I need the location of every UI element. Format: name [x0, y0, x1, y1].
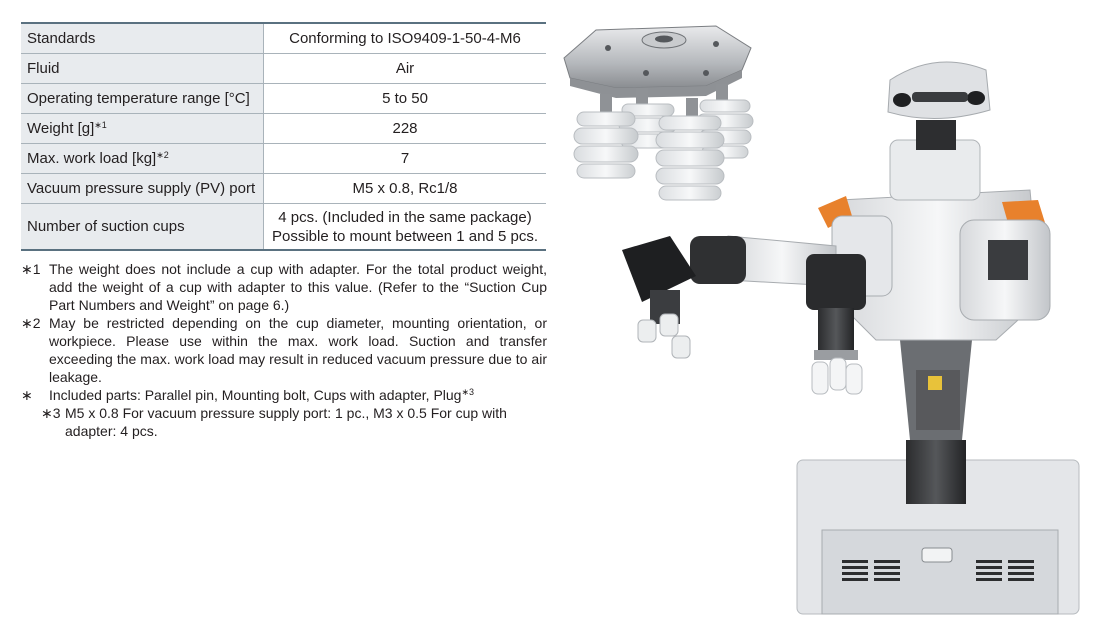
footnote-marker: ∗1: [21, 261, 41, 277]
spec-label: [21, 84, 264, 114]
spec-label-text: Standards: [27, 30, 96, 47]
spec-label: [21, 54, 264, 84]
footnote: [21, 314, 547, 386]
spec-value: [264, 204, 547, 251]
spec-table: [21, 22, 546, 251]
spec-row-weight: [21, 114, 546, 144]
spec-row-fluid: [21, 54, 546, 84]
spec-value-line: 4 pcs. (Included in the same package): [278, 208, 532, 226]
spec-row-standards: [21, 23, 546, 54]
spec-row-supply-port: [21, 174, 546, 204]
spec-value: 5 to 50: [264, 84, 547, 114]
footnote-text: The weight does not include a cup with adapter. For the total product weight, add the weight of a cup with adapter to this value. (Refer to the “Suction Cup Part Numbers and Weight” on page 6.): [49, 261, 547, 313]
footnote-text: Included parts: Parallel pin, Mounting bolt, Cups with adapter, Plug: [49, 387, 462, 403]
spec-label: [21, 174, 264, 204]
dual-arm-robot-photo: [600, 40, 1090, 620]
footnote-marker: ∗2: [21, 315, 41, 331]
footnote-marker: ∗: [21, 387, 33, 403]
spec-label-text: Max. work load [kg]: [27, 150, 157, 167]
spec-label-text: Weight [g]: [27, 120, 95, 137]
spec-label: [21, 23, 264, 54]
spec-label: [21, 144, 264, 174]
spec-row-work-load: [21, 144, 546, 174]
footnote-ref: ∗3: [461, 387, 475, 397]
footnote-ref: ∗2: [156, 150, 169, 160]
spec-value: Air: [264, 54, 547, 84]
spec-row-suction-cups: [21, 204, 546, 251]
spec-label: [21, 204, 264, 251]
spec-value: 7: [264, 144, 547, 174]
spec-label-text: Number of suction cups: [27, 218, 185, 235]
spec-value: M5 x 0.8, Rc1/8: [264, 174, 547, 204]
footnote-text: M5 x 0.8 For vacuum pressure supply port: 1 pc., M3 x 0.5 For cup with adapter: 4 pcs.: [65, 405, 507, 439]
spec-label-text: Operating temperature range [°C]: [27, 90, 250, 107]
spec-value: Conforming to ISO9409-1-50-4-M6: [289, 30, 521, 47]
spec-label-text: Fluid: [27, 60, 60, 77]
footnote: [21, 260, 547, 314]
spec-row-temperature: [21, 84, 546, 114]
spec-value-line: Possible to mount between 1 and 5 pcs.: [271, 227, 538, 245]
spec-value: 228: [264, 114, 547, 144]
footnotes: [21, 260, 547, 440]
footnote: [21, 386, 547, 404]
footnote-marker: ∗3: [41, 405, 61, 421]
footnote: [21, 404, 547, 440]
spec-label: [21, 114, 264, 144]
footnote-ref: ∗1: [94, 120, 107, 130]
footnote-text: May be restricted depending on the cup diameter, mounting orientation, or workpiece. Please use within the max. work load. Suction and transfer exceeding the max. work load may result in reduced vacuum pressure due to air leakage.: [49, 315, 547, 385]
spec-label-text: Vacuum pressure supply (PV) port: [27, 180, 256, 197]
